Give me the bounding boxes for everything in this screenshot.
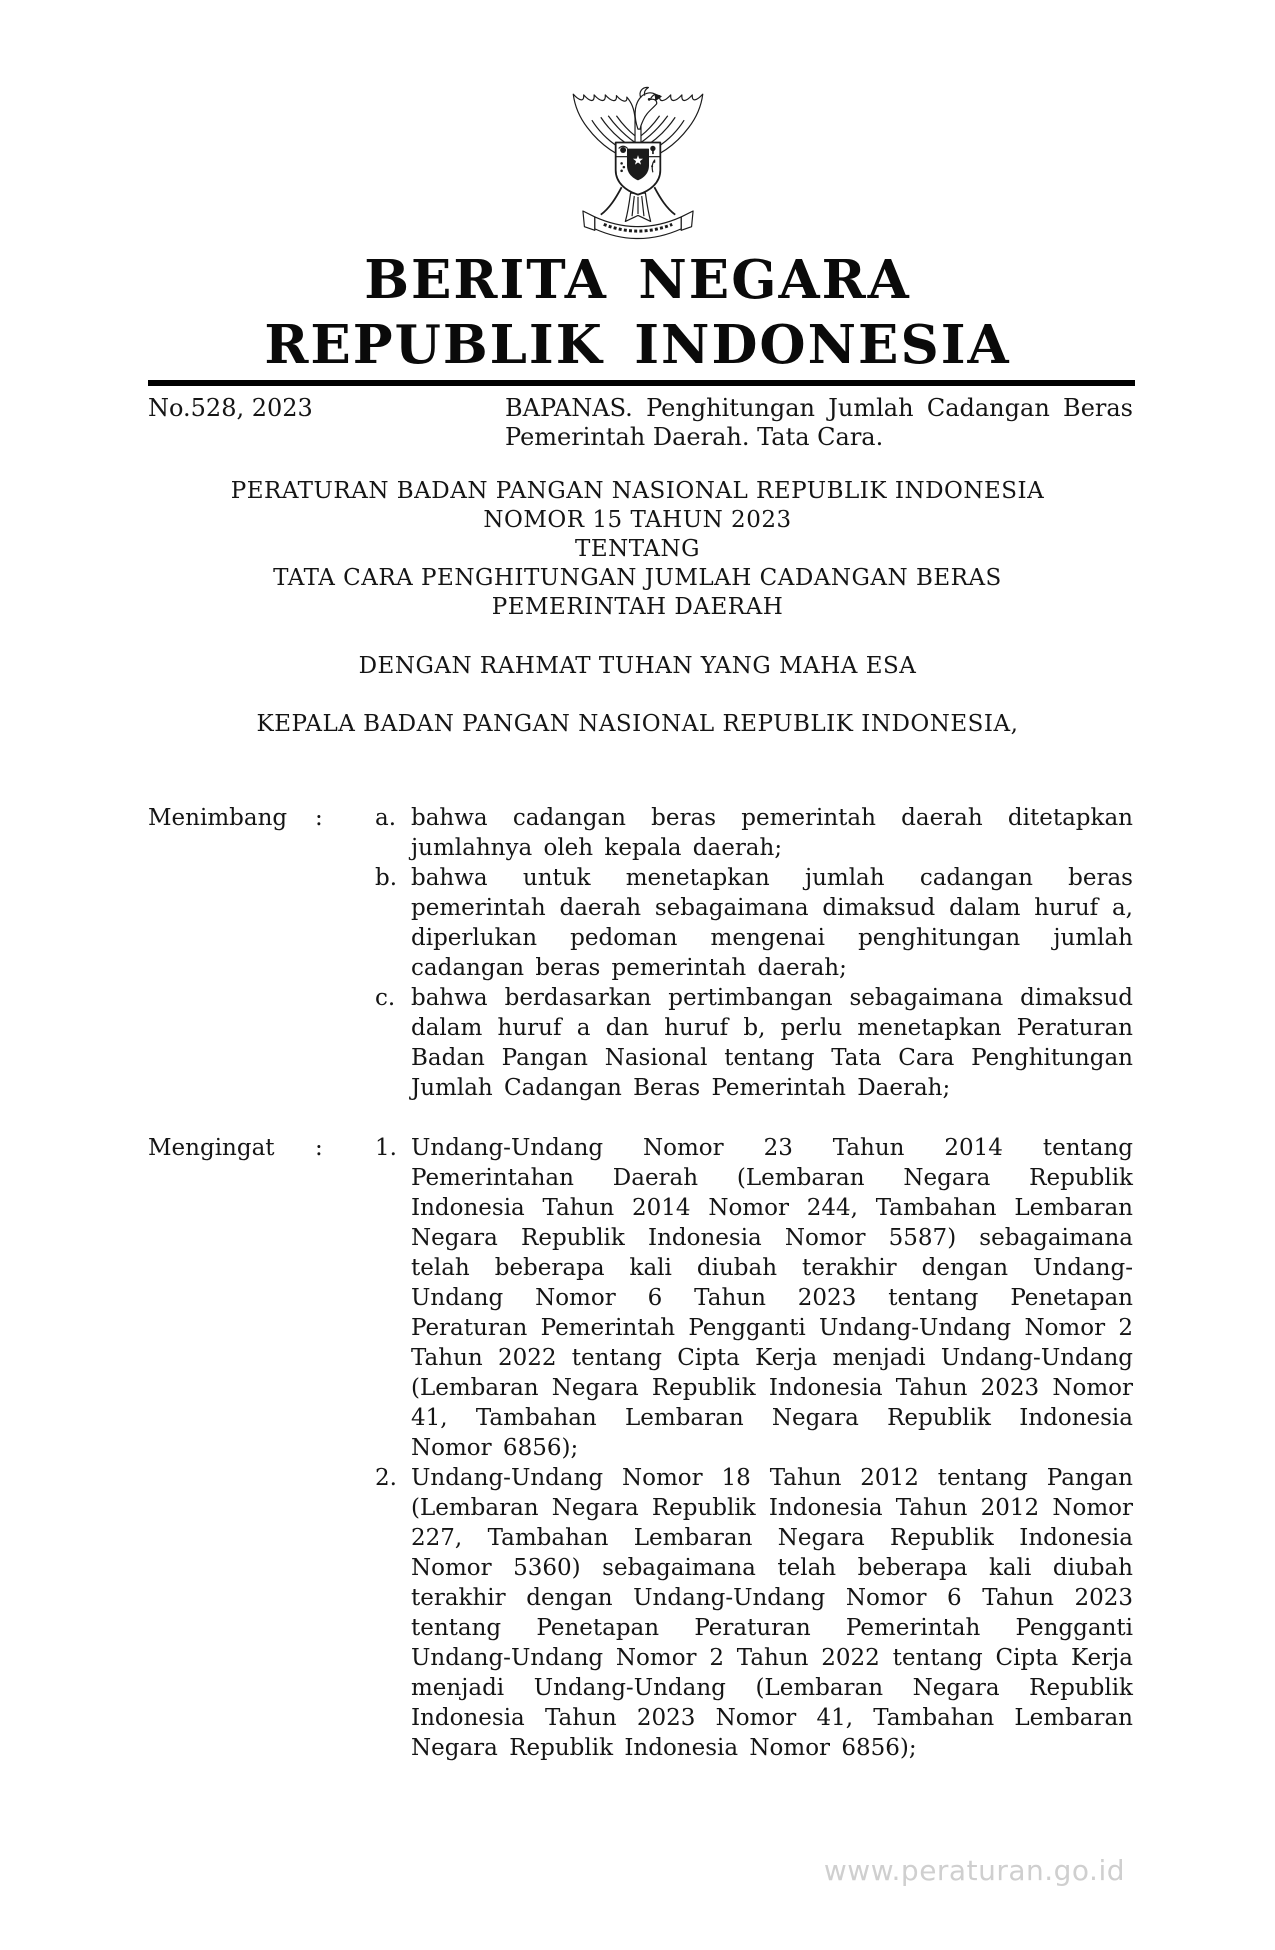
considering-label: Menimbang (148, 805, 288, 831)
item-marker: c. (375, 985, 396, 1011)
regulation-tentang-line: TENTANG (575, 536, 700, 562)
legal-basis-item-1 (375, 1133, 1133, 1463)
item-marker: 1. (375, 1135, 397, 1161)
preamble-invocation: DENGAN RAHMAT TUHAN YANG MAHA ESA (358, 653, 917, 679)
item-text: bahwa berdasarkan pertimbangan sebagaimana dimaksud dalam huruf a dan huruf b, perlu menetapkan Peraturan Badan Pangan Nasional tentang Tata Cara Penghitungan Jumlah Cadangan Beras Pemerintah Daerah; (411, 985, 1133, 1101)
considering-colon: : (315, 805, 323, 831)
considering-item-a (375, 803, 1133, 863)
gazette-subject (505, 394, 1133, 452)
masthead-divider-rule (148, 380, 1135, 386)
legal-basis-item-2 (375, 1463, 1133, 1763)
item-marker: b. (375, 865, 398, 891)
item-marker: a. (375, 805, 397, 831)
gazette-subject-line2: Pemerintah Daerah. Tata Cara. (505, 423, 884, 451)
gazette-subject-line1: BAPANAS. Penghitungan Jumlah Cadangan Beras (505, 394, 1133, 422)
garuda-pancasila-emblem (563, 83, 713, 243)
regulation-number-line: NOMOR 15 TAHUN 2023 (483, 507, 792, 533)
considering-item-c (375, 983, 1133, 1103)
considering-item-b (375, 863, 1133, 983)
clauses-container (148, 803, 1133, 1763)
item-text: bahwa cadangan beras pemerintah daerah ditetapkan jumlahnya oleh kepala daerah; (411, 805, 1133, 861)
regulation-title-line: PERATURAN BADAN PANGAN NASIONAL REPUBLIK INDONESIA (230, 478, 1045, 504)
gazette-meta-row (148, 394, 1133, 452)
legal-basis-colon: : (315, 1135, 323, 1161)
considering-items (375, 803, 1133, 1103)
watermark-text: www.peraturan.go.id (823, 1854, 1125, 1887)
considering-section (148, 803, 1133, 1103)
preamble-issuer: KEPALA BADAN PANGAN NASIONAL REPUBLIK INDONESIA, (256, 711, 1019, 737)
regulation-subject-line1: TATA CARA PENGHITUNGAN JUMLAH CADANGAN BERAS (273, 565, 1002, 591)
legal-basis-section (148, 1133, 1133, 1763)
gazette-number: No.528, 2023 (148, 394, 313, 422)
regulation-title-block (0, 477, 1275, 622)
regulation-subject-line2: PEMERINTAH DAERAH (491, 594, 784, 620)
item-text: Undang-Undang Nomor 18 Tahun 2012 tentang Pangan (Lembaran Negara Republik Indonesia Tahun 2012 Nomor 227, Tambahan Lembaran Negara Republik Indonesia Nomor 5360) sebagaimana telah beberapa kali diubah terakhir dengan Undang-Undang Nomor 6 Tahun 2023 tentang Penetapan Peraturan Pemerintah Pengganti Undang-Undang Nomor 2 Tahun 2022 tentang Cipta Kerja menjadi Undang-Undang (Lembaran Negara Republik Indonesia Tahun 2023 Nomor 41, Tambahan Lembaran Negara Republik Indonesia Nomor 6856); (411, 1465, 1133, 1761)
masthead-title-line2: REPUBLIK INDONESIA (264, 314, 1011, 376)
legal-basis-label: Mengingat (148, 1135, 275, 1161)
legal-basis-items (375, 1133, 1133, 1763)
item-text: Undang-Undang Nomor 23 Tahun 2014 tentang Pemerintahan Daerah (Lembaran Negara Republik Indonesia Tahun 2014 Nomor 244, Tambahan Lembaran Negara Republik Indonesia Nomor 5587) sebagaimana telah beberapa kali diubah terakhir dengan Undang-Undang Nomor 6 Tahun 2023 tentang Penetapan Peraturan Pemerintah Pengganti Undang-Undang Nomor 2 Tahun 2022 tentang Cipta Kerja menjadi Undang-Undang (Lembaran Negara Republik Indonesia Tahun 2023 Nomor 41, Tambahan Lembaran Negara Republik Indonesia Nomor 6856); (411, 1135, 1133, 1461)
item-text: bahwa untuk menetapkan jumlah cadangan beras pemerintah daerah sebagaimana dimaksud dalam huruf a, diperlukan pedoman mengenai penghitungan jumlah cadangan beras pemerintah daerah; (411, 865, 1133, 981)
masthead-title-line1: BERITA NEGARA (364, 249, 911, 311)
item-marker: 2. (375, 1465, 397, 1491)
